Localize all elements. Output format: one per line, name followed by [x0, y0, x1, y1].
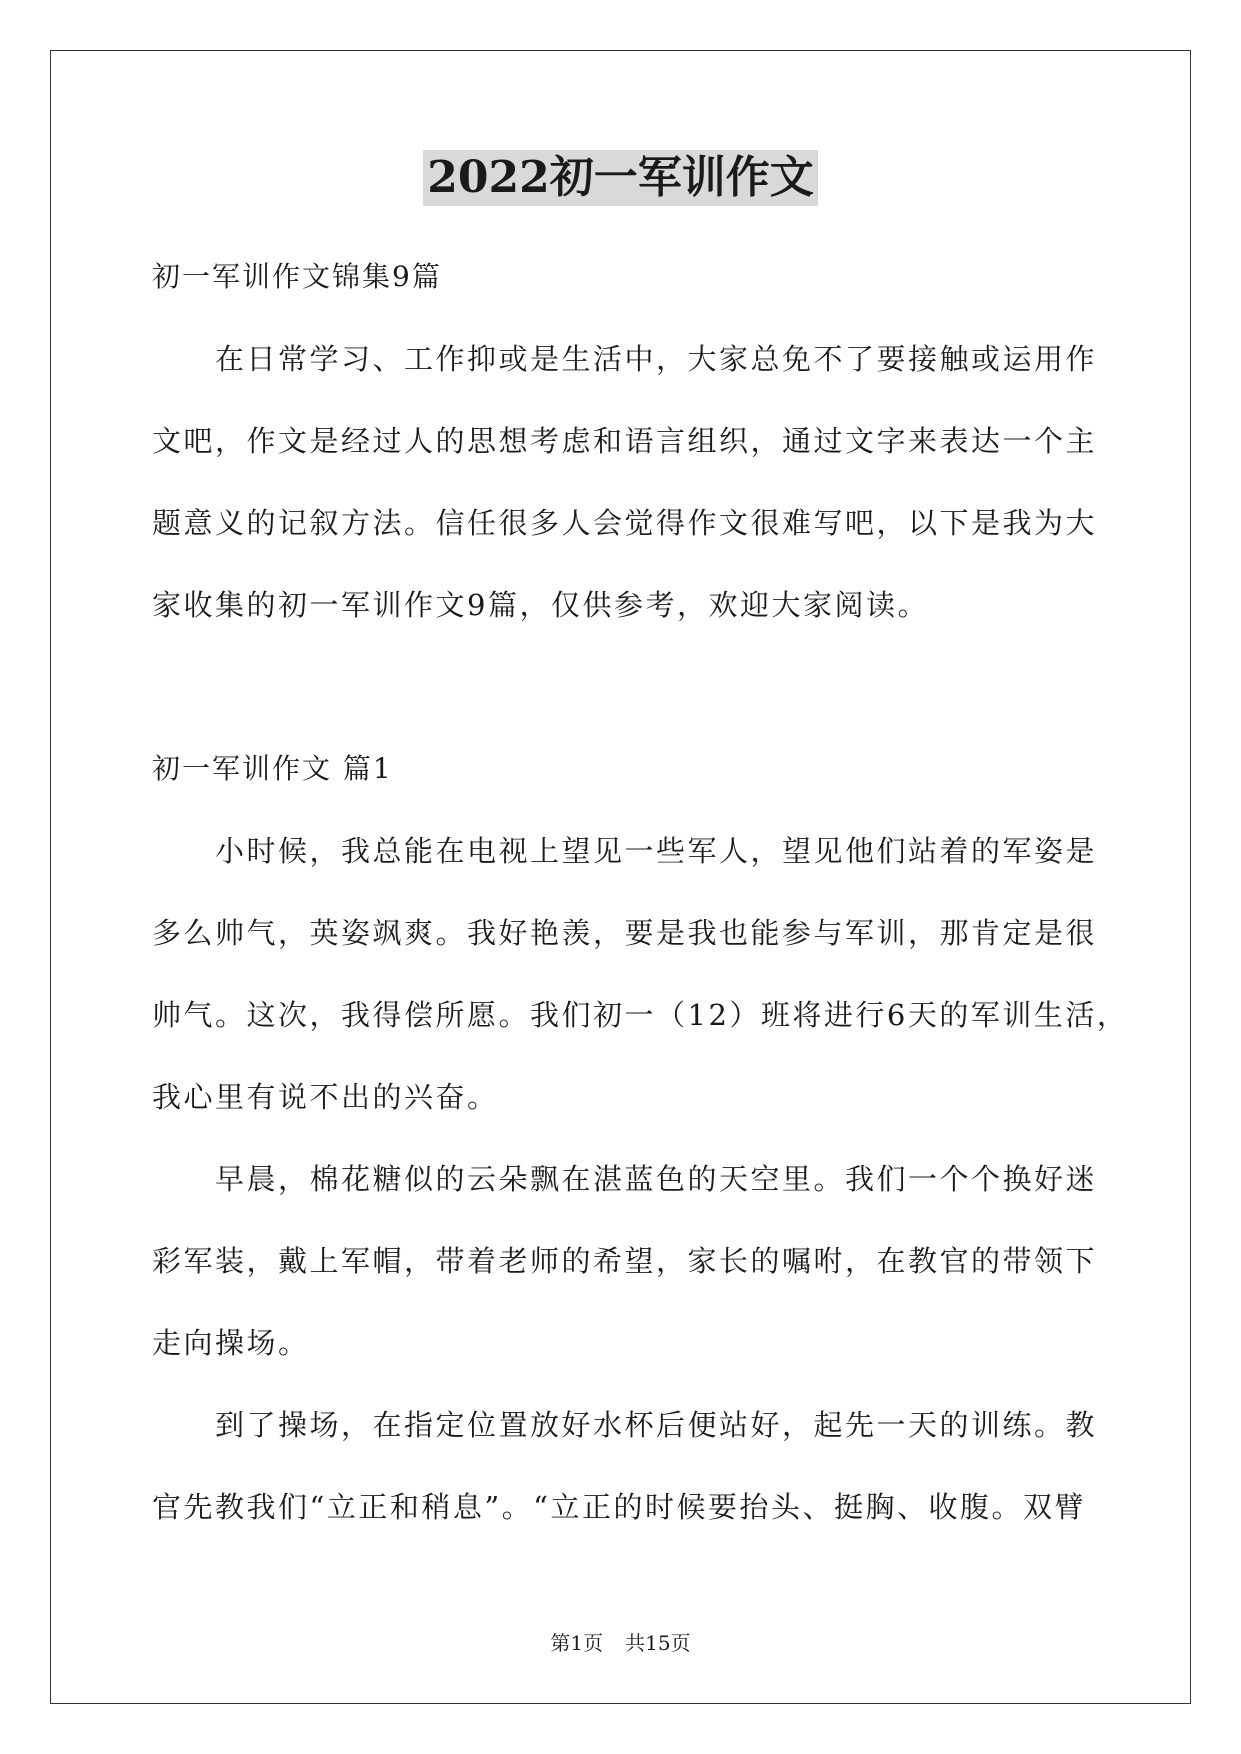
- text-line: 走向操场。: [152, 1326, 310, 1360]
- text-line: 多么帅气，英姿飒爽。我好艳羡，要是我也能参与军训，那肯定是很: [152, 916, 1098, 950]
- text-line: 题意义的记叙方法。信任很多人会觉得作文很难写吧，以下是我为大: [152, 506, 1098, 540]
- paragraph-spacer: [152, 646, 1092, 728]
- intro-paragraph: [152, 318, 1098, 646]
- section-heading: 初一军训作文 篇1: [152, 752, 393, 785]
- text-line: 彩军装，戴上军帽，带着老师的希望，家长的嘱咐，在教官的带领下: [152, 1244, 1098, 1278]
- text-line: 早晨，棉花糖似的云朵飘在湛蓝色的天空里。我们一个个换好迷: [152, 1162, 1098, 1196]
- text-line: 帅气。这次，我得偿所愿。我们初一（12）班将进行6天的军训生活，: [152, 998, 1129, 1032]
- section-body: [152, 810, 1129, 1548]
- page-number-total: 共15页: [625, 1631, 691, 1655]
- text-line: 到了操场，在指定位置放好水杯后便站好，起先一天的训练。教: [152, 1408, 1098, 1442]
- document-title: [0, 150, 1241, 206]
- text-line: 小时候，我总能在电视上望见一些军人，望见他们站着的军姿是: [152, 834, 1098, 868]
- text-line: 官先教我们“立正和稍息”。“立正的时候要抬头、挺胸、收腹。双臂: [152, 1490, 1086, 1524]
- text-line: 文吧，作文是经过人的思想考虑和语言组织，通过文字来表达一个主: [152, 424, 1098, 458]
- text-line: 家收集的初一军训作文9篇，仅供参考，欢迎大家阅读。: [152, 588, 929, 622]
- page-footer: [0, 1633, 1241, 1653]
- document-title-text: 2022初一军训作文: [423, 150, 817, 206]
- text-line: 我心里有说不出的兴奋。: [152, 1080, 499, 1114]
- page-number-current: 第1页: [550, 1631, 604, 1655]
- subtitle: 初一军训作文锦集9篇: [152, 260, 442, 293]
- document-body: [152, 236, 1129, 1548]
- text-line: 在日常学习、工作抑或是生活中，大家总免不了要接触或运用作: [152, 342, 1098, 376]
